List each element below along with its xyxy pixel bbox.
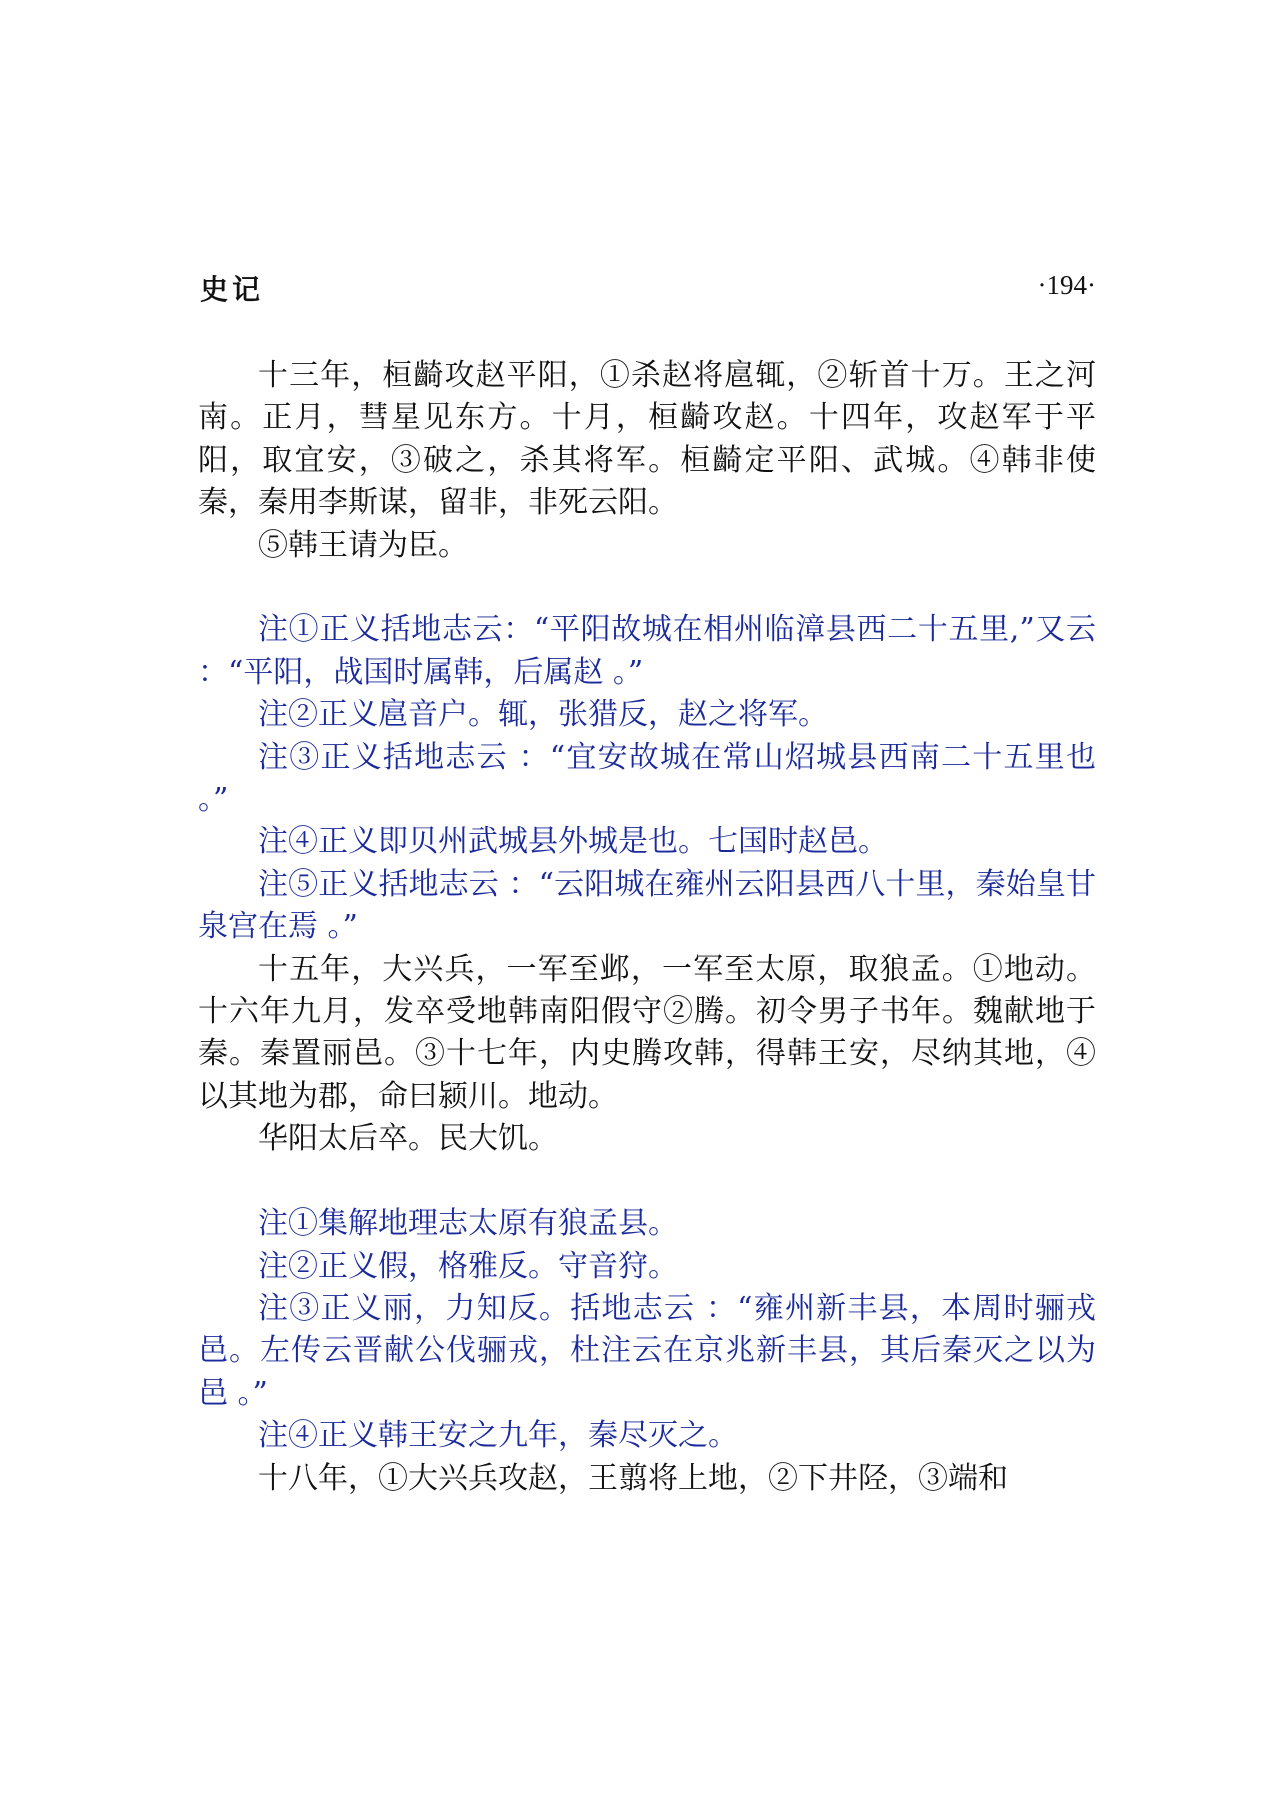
page-number: ·194· xyxy=(1037,270,1096,300)
body-text xyxy=(198,355,1096,1500)
main-paragraph: ⑤韩王请为臣。 xyxy=(258,527,468,563)
annotation-note: 注①正义括地志云：“平阳故城在相州临漳县西二十五里,”又云 ：“平阳，战国时属韩，后属赵 。” xyxy=(198,612,1096,690)
annotation-note: 注①集解地理志太原有狼孟县。 xyxy=(258,1206,678,1242)
annotation-note: 注②正义扈音户。辄，张猎反，赵之将军。 xyxy=(258,697,828,733)
main-paragraph: 华阳太后卒。民大饥。 xyxy=(258,1121,558,1157)
book-title: 史记 xyxy=(200,273,265,306)
paragraph-gap xyxy=(198,1161,1096,1203)
annotation-note: 注②正义假，格雅反。守音狩。 xyxy=(258,1248,678,1284)
annotation-note: 注⑤正义括地志云 ：“云阳城在雍州云阳县西八十里，秦始皇甘泉宫在焉 。” xyxy=(198,866,1096,945)
main-paragraph: 十五年，大兴兵，一军至邺，一军至太原，取狼孟。①地动。十六年九月，发卒受地韩南阳假守②腾。初令男子书年。魏献地于秦。秦置丽邑。③十七年，内史腾攻韩，得韩王安，尽纳其地，④以其地为郡，命曰颍川。地动。 xyxy=(198,951,1096,1114)
paragraph-gap xyxy=(198,567,1096,609)
annotation-note: 注③正义丽，力知反。括地志云 ：“雍州新丰县，本周时骊戎邑。左传云晋献公伐骊戎，杜注云在京兆新丰县，其后秦灭之以为邑 。” xyxy=(198,1290,1096,1411)
annotation-note: 注④正义即贝州武城县外城是也。七国时赵邑。 xyxy=(258,824,888,860)
running-head xyxy=(200,268,1096,308)
annotation-note: 注③正义括地志云 ：“宜安故城在常山炤城县西南二十五里也 。” xyxy=(198,739,1096,818)
annotation-note: 注④正义韩王安之九年，秦尽灭之。 xyxy=(258,1418,738,1454)
main-paragraph: 十八年，①大兴兵攻赵，王翦将上地，②下井陉，③端和 xyxy=(258,1460,1008,1496)
main-paragraph: 十三年，桓齮攻赵平阳，①杀赵将扈辄，②斩首十万。王之河南。正月，彗星见东方。十月，桓齮攻赵。十四年，攻赵军于平阳，取宜安，③破之，杀其将军。桓齮定平阳、武城。④韩非使秦，秦用李斯谋，留非，非死云阳。 xyxy=(198,358,1096,521)
